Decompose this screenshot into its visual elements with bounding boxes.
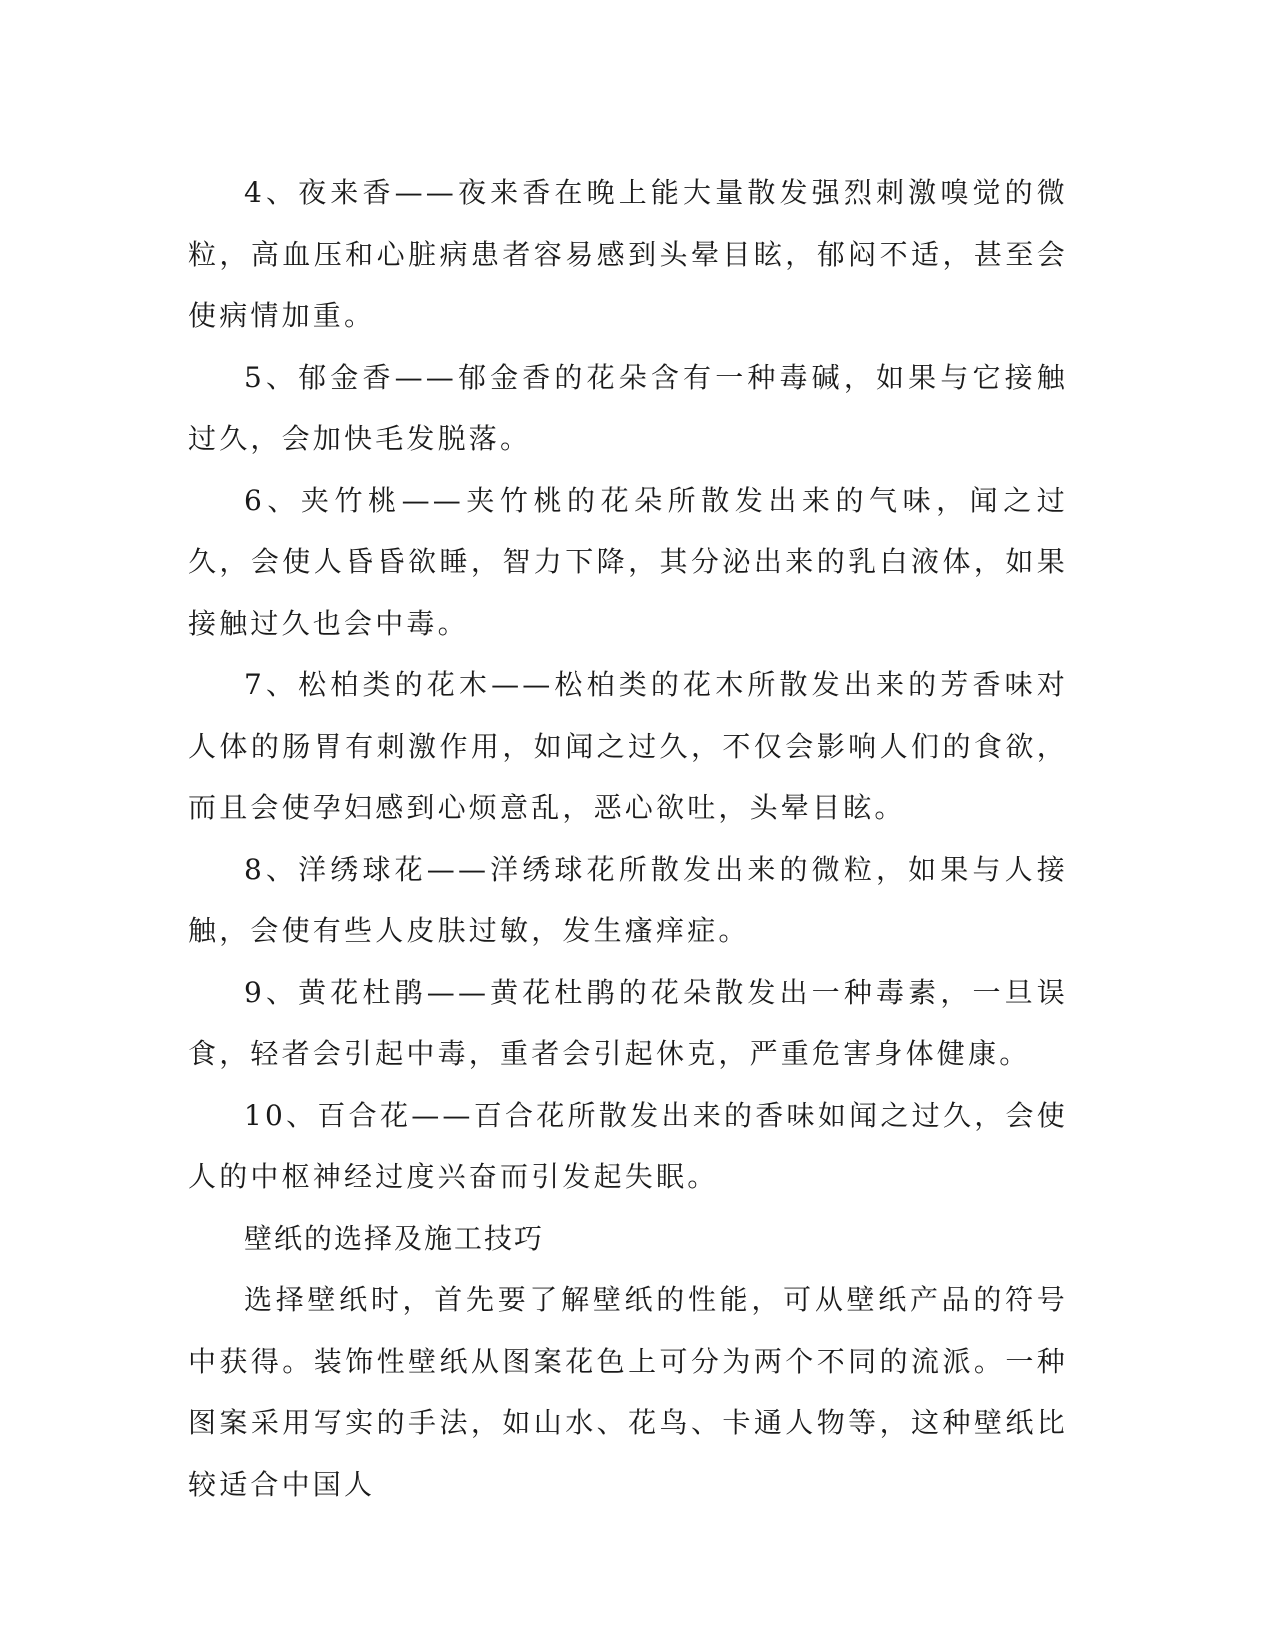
paragraph-pine-cypress: 7、松柏类的花木——松柏类的花木所散发出来的芳香味对人体的肠胃有刺激作用，如闻之过久，不仅会影响人们的食欲，而且会使孕妇感到心烦意乱，恶心欲吐，头晕目眩。 [188, 668, 1068, 824]
paragraph-hydrangea: 8、洋绣球花——洋绣球花所散发出来的微粒，如果与人接触，会使有些人皮肤过敏，发生瘙痒症。 [188, 852, 1068, 947]
section-title: 壁纸的选择及施工技巧 [244, 1221, 545, 1255]
paragraph-lily: 10、百合花——百合花所散发出来的香味如闻之过久，会使人的中枢神经过度兴奋而引发起失眠。 [188, 1098, 1068, 1193]
paragraph-yellow-azalea: 9、黄花杜鹃——黄花杜鹃的花朵散发出一种毒素，一旦误食，轻者会引起中毒，重者会引起休克，严重危害身体健康。 [188, 975, 1068, 1070]
paragraph-tulip: 5、郁金香——郁金香的花朵含有一种毒碱，如果与它接触过久，会加快毛发脱落。 [188, 360, 1068, 455]
paragraph-oleander: 6、夹竹桃——夹竹桃的花朵所散发出来的气味，闻之过久，会使人昏昏欲睡，智力下降，其分泌出来的乳白液体，如果接触过久也会中毒。 [188, 483, 1068, 640]
paragraph-night-jasmine: 4、夜来香——夜来香在晚上能大量散发强烈刺激嗅觉的微粒，高血压和心脏病患者容易感到头晕目眩，郁闷不适，甚至会使病情加重。 [188, 176, 1068, 332]
paragraph-wallpaper-selection: 选择壁纸时，首先要了解壁纸的性能，可从壁纸产品的符号中获得。装饰性壁纸从图案花色上可分为两个不同的流派。一种图案采用写实的手法，如山水、花鸟、卡通人物等，这种壁纸比较适合中国人 [188, 1283, 1068, 1501]
document-body [188, 162, 1068, 1515]
